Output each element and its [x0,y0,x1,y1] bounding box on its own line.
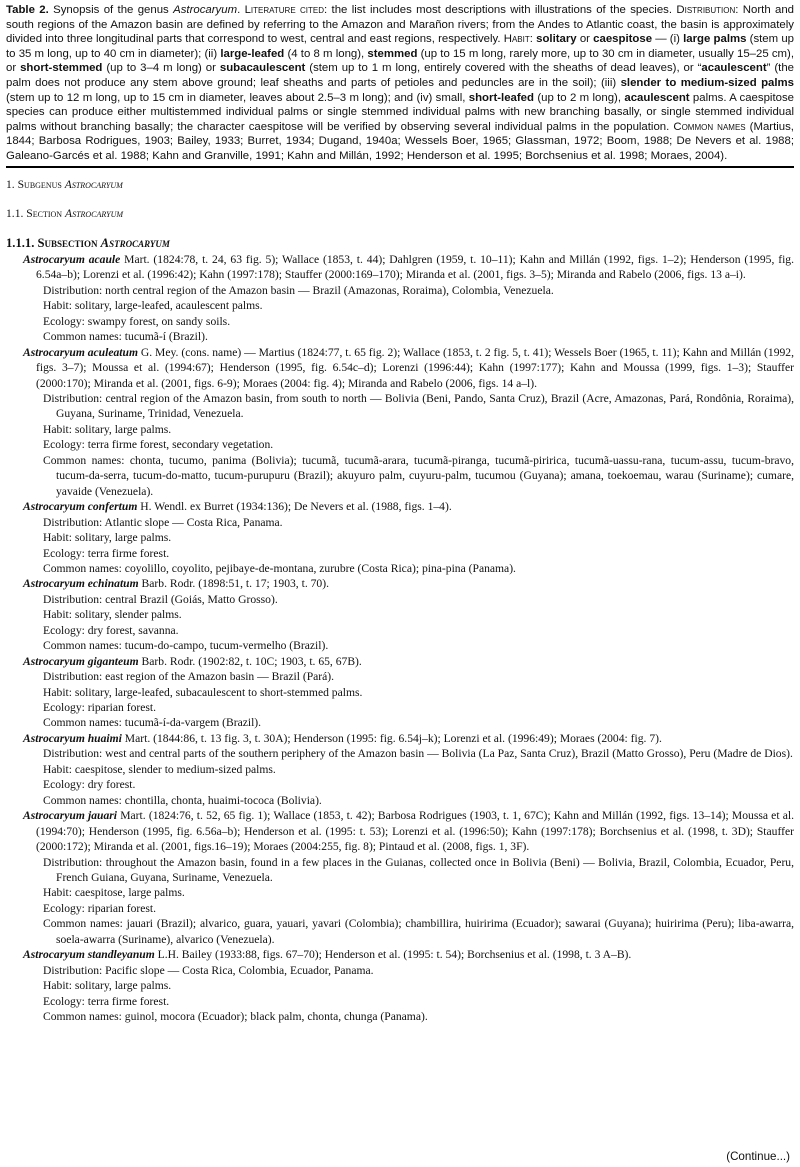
species-habit: Habit: caespitose, large palms. [43,886,185,900]
caption-habit-colon: : [529,33,537,46]
species-references: Mart. (1844:86, t. 13 fig. 3, t. 30A); Henderson (1995: fig. 6.54j–k); Lorenzi et al. (1996:49); Moraes (2004: fig. 7). [121,731,662,745]
caption-text: — (i) [652,33,684,46]
species-name: Astrocaryum giganteum [23,654,139,668]
term-subacaulescent: subacaulescent [219,62,306,75]
heading-number: 1. [6,177,18,191]
term-short-leafed: short-leafed [468,91,534,104]
caption-habit-label: Habit [503,33,530,46]
species-heading [6,654,794,669]
species-distribution: Distribution: Pacific slope — Costa Rica, Colombia, Ecuador, Panama. [43,963,374,977]
caption-text: or [576,33,594,46]
caption-text: (stem up to 35 m long, up to 40 cm in diameter); (ii) [6,33,794,60]
species-name: Astrocaryum acaule [23,252,121,266]
species-ecology: Ecology: terra firme forest. [43,994,170,1008]
species-ecology: Ecology: riparian forest. [43,901,156,915]
species-heading [6,345,794,391]
heading-subsection [6,236,794,251]
species-habit: Habit: caespitose, slender to medium-sized palms. [43,762,276,776]
species-entry [6,654,794,731]
caption-text: (up to 3–4 m long) or [102,62,220,75]
caption-text: (stem up to 12 m long, up to 15 cm in diameter, leaves about 2.5–3 m long); and (iv) small, [6,91,469,104]
caption-text: (up to 15 m long, rarely more, up to 30 cm in diameter, usually 15–25 cm), or [6,47,794,75]
species-ecology: Ecology: terra firme forest. [43,546,170,560]
species-common-names: Common names: tucumã-í (Brazil). [43,330,208,344]
term-stemmed: stemmed [367,47,418,60]
species-ecology: Ecology: terra firme forest, secondary vegetation. [43,438,274,452]
species-common-names: Common names: jauari (Brazil); alvarico, guara, yauari, yavari (Colombia); chambillira, huiririma (Ecuador); sawarai (Guyana); huiririma (Peru); liba-awarra, soela-awarra (Suriname), alvarico (Venezuela). [43,917,794,946]
heading-label: Subgenus [17,177,62,191]
species-entry [6,345,794,500]
term-solitary: solitary [536,33,577,46]
species-ecology: Ecology: swampy forest, on sandy soils. [43,314,231,328]
term-acaulescent: acaulescent [624,91,690,104]
species-distribution: Distribution: north central region of the Amazon basin — Brazil (Amazonas, Roraima), Colombia, Venezuela. [43,283,554,297]
species-entry [6,808,794,947]
caption-literature-text: : the list includes most descriptions with illustrations of the species. [324,4,673,16]
species-ecology: Ecology: riparian forest. [43,701,156,715]
caption-text: palms. A caespitose species can produce either multistemmed individual palms or single stemmed individual palms with new branching basally, or single stemmed individual palms without branching basally; the character caespitose will be verified by observing several individual palms in the population. [6,91,794,133]
heading-taxon: Astrocaryum [100,236,170,251]
continued-label: (Continue...) [726,1150,790,1163]
species-name: Astrocaryum standleyanum [23,948,155,962]
species-heading [6,808,794,854]
caption-intro-end: . [237,4,241,16]
species-references: G. Mey. (cons. name) — Martius (1824:77, t. 65 fig. 2); Wallace (1853, t. 2 fig. 5, t. 41); Wessels Boer (1965, t. 11); Kahn and Millán (1992, figs. 3–7); Moussa et al. (1994:67); Henderson (1995, fig. 6.54c–d); Lorenzi (1996:44); Kahn (1997:177); Kahn and Moussa (1999, figs. 1–3); Stauffer (2000:170); Miranda et al. (2001, figs. 6-9); Moraes (2004: fig. 4); Miranda and Rabelo (2006, figs. 14 a–l). [36,345,794,390]
species-habit: Habit: solitary, large palms. [43,531,172,545]
caption-common-names-text: (Martius, 1844; Barbosa Rodrigues, 1903; Bailey, 1933; Burret, 1934; Dugand, 1940a; Wessels Boer, 1965; Glassman, 1972; Boom, 1988; De Nevers et al. 1988; Galeano-Garcés et al. 1988; Kahn and Granville, 1991; Kahn and Millán, 1992; Henderson et al. 1995; Borchsenius et al. 1998; Moraes, 2004). [6,120,794,162]
species-references: H. Wendl. ex Burret (1934:136); De Nevers et al. (1988, figs. 1–4). [137,500,452,514]
species-common-names: Common names: coyolillo, coyolito, pejibaye-de-montana, zurubre (Costa Rica); pina-pina (Panama). [43,561,516,575]
species-habit: Habit: solitary, large palms. [43,979,172,993]
heading-label: Subsection [37,236,98,251]
heading-section [6,206,794,221]
caption-genus: Astrocaryum [173,4,238,16]
table-top-rule [6,166,794,168]
term-large-leafed: large-leafed [220,47,285,60]
species-references: Mart. (1824:78, t. 24, 63 fig. 5); Wallace (1853, t. 44); Dahlgren (1959, t. 10–11); Kahn and Millán (1992, figs. 1–2); Henderson (1995, fig. 6.54a–b); Lorenzi et al. (1996:42); Kahn (1997:178); Stauffer (2000:169–170); Miranda et al. (2001, figs. 3–5); Miranda and Rabelo (2006, figs. 13 a–i). [36,252,794,282]
species-references: L.H. Bailey (1933:88, figs. 67–70); Henderson et al. (1995: t. 54); Borchsenius et al. (1998, t. 3 A–B). [154,948,632,962]
species-ecology: Ecology: dry forest. [43,778,136,792]
species-distribution: Distribution: east region of the Amazon basin — Brazil (Pará). [43,670,335,684]
heading-taxon: Astrocaryum [64,177,123,191]
species-common-names: Common names: tucum-do-campo, tucum-vermelho (Brazil). [43,639,329,653]
species-habit: Habit: solitary, large palms. [43,422,172,436]
species-common-names: Common names: chonta, tucumo, panima (Bolivia); tucumã, tucumã-arara, tucumã-piranga, tucumã-piririca, tucumã-uassu-rana, tucum-assu, tucum-bravo, tucum-da-serra, tucum-do-matto, tucum-purupuru (Brazil); akuyuro palm, cuyuru-palm, tucumou (Guyana); amana, toekoemau, warau (Suriname); cumare, yavaide (Venezuela). [43,453,794,498]
species-entry [6,576,794,653]
term-acaulescent: acaulescent [701,62,767,75]
species-distribution: Distribution: throughout the Amazon basin, found in a few places in the Guianas, collected once in Bolivia (Beni) — Bolivia, Brazil, Colombia, Ecuador, Peru, French Guiana, Guyana, Suriname, Venezuela. [43,855,794,885]
species-distribution: Distribution: central Brazil (Goiás, Matto Grosso). [43,592,278,606]
species-heading [6,731,794,746]
caption-text: (4 to 8 m long), [284,47,368,60]
species-heading [6,499,794,514]
species-heading [6,576,794,591]
species-list [6,252,794,1025]
species-references: Mart. (1824:76, t. 52, 65 fig. 1); Wallace (1853, t. 42); Barbosa Rodrigues (1903, t. 1, 67C); Kahn and Millán (1992, figs. 13–14); Moussa et al. (1994:70); Henderson (1995, fig. 6.56a–b); Henderson et al. (1995: t. 53); Lorenzi et al. (1996:50); Kahn (1997:178); Borchsenius et al. (1998, t. 3D); Stauffer (2000:172); Miranda et al. (2001, figs.16–19); Moraes (2004:255, fig. 8); Pintaud et al. (2008, figs. 1, 3F). [36,809,794,854]
term-short-stemmed: short-stemmed [20,62,103,75]
term-slender-palms: slender to medium-sized palms [620,76,794,89]
species-name: Astrocaryum aculeatum [23,345,138,359]
species-entry [6,252,794,345]
heading-number: 1.1. [6,206,27,220]
caption-literature-label: Literature cited [244,4,325,16]
heading-taxon: Astrocaryum [64,206,124,220]
caption-distribution-text: : North and south regions of the Amazon basin are defined by referring to the Amazon and Marañon rivers; from the Andes to Atlantic coast, the basin is approximately divided into three longitudinal parts that correspond to west, central and east regions, respectively. [6,4,795,46]
species-entry [6,731,794,808]
species-common-names: Common names: chontilla, chonta, huaimi-tococa (Bolivia). [43,793,322,807]
term-caespitose: caespitose [593,33,653,46]
caption-text: (up to 2 m long), [533,91,625,104]
species-heading [6,947,794,962]
species-distribution: Distribution: west and central parts of the southern periphery of the Amazon basin — Bolivia (La Paz, Santa Cruz), Brazil (Matto Grosso), Peru (Madre de Dios). [43,747,793,761]
species-distribution: Distribution: central region of the Amazon basin, from south to north — Bolivia (Beni, Pando, Santa Cruz), Brazil (Acre, Amazonas, Pará, Rondônia, Roraima), Guyana, Suriname, Trinidad, Venezuela. [43,391,794,421]
species-common-names: Common names: guinol, mocora (Ecuador); black palm, chonta, chunga (Panama). [43,1010,428,1024]
caption-label: Table 2. [6,4,49,16]
table-body [6,177,794,1025]
species-habit: Habit: solitary, large-leafed, acaulescent palms. [43,299,263,313]
caption-intro: Synopsis of the genus [53,4,169,16]
term-large-palms: large palms [683,33,747,46]
species-entry [6,947,794,1024]
species-common-names: Common names: tucumã-í-da-vargem (Brazil). [43,716,262,730]
heading-number: 1.1.1. [6,236,38,251]
species-distribution: Distribution: Atlantic slope — Costa Rica, Panama. [43,515,283,529]
species-entry [6,499,794,576]
species-references: Barb. Rodr. (1902:82, t. 10C; 1903, t. 65, 67B). [138,654,362,668]
caption-common-names-label: Common names [673,120,746,133]
heading-label: Section [26,206,63,220]
species-name: Astrocaryum echinatum [23,577,139,591]
species-references: Barb. Rodr. (1898:51, t. 17; 1903, t. 70). [138,577,329,591]
species-habit: Habit: solitary, large-leafed, subacaulescent to short-stemmed palms. [43,685,363,699]
species-habit: Habit: solitary, slender palms. [43,608,182,622]
heading-subgenus [6,177,794,192]
species-ecology: Ecology: dry forest, savanna. [43,623,179,637]
caption-distribution-label: Distribution [676,4,736,16]
caption-text: (stem up to 1 m long, entirely covered with the sheaths of dead leaves), or “ [305,62,702,75]
species-name: Astrocaryum huaimi [23,731,122,745]
table-caption [6,3,794,164]
species-name: Astrocaryum confertum [23,500,138,514]
species-name: Astrocaryum jauari [23,809,118,823]
species-heading [6,252,794,283]
caption-text: ” (the palm does not produce any stem above ground; leaf sheaths and parts of petioles and peduncles are in the soil); (iii) [6,62,795,89]
